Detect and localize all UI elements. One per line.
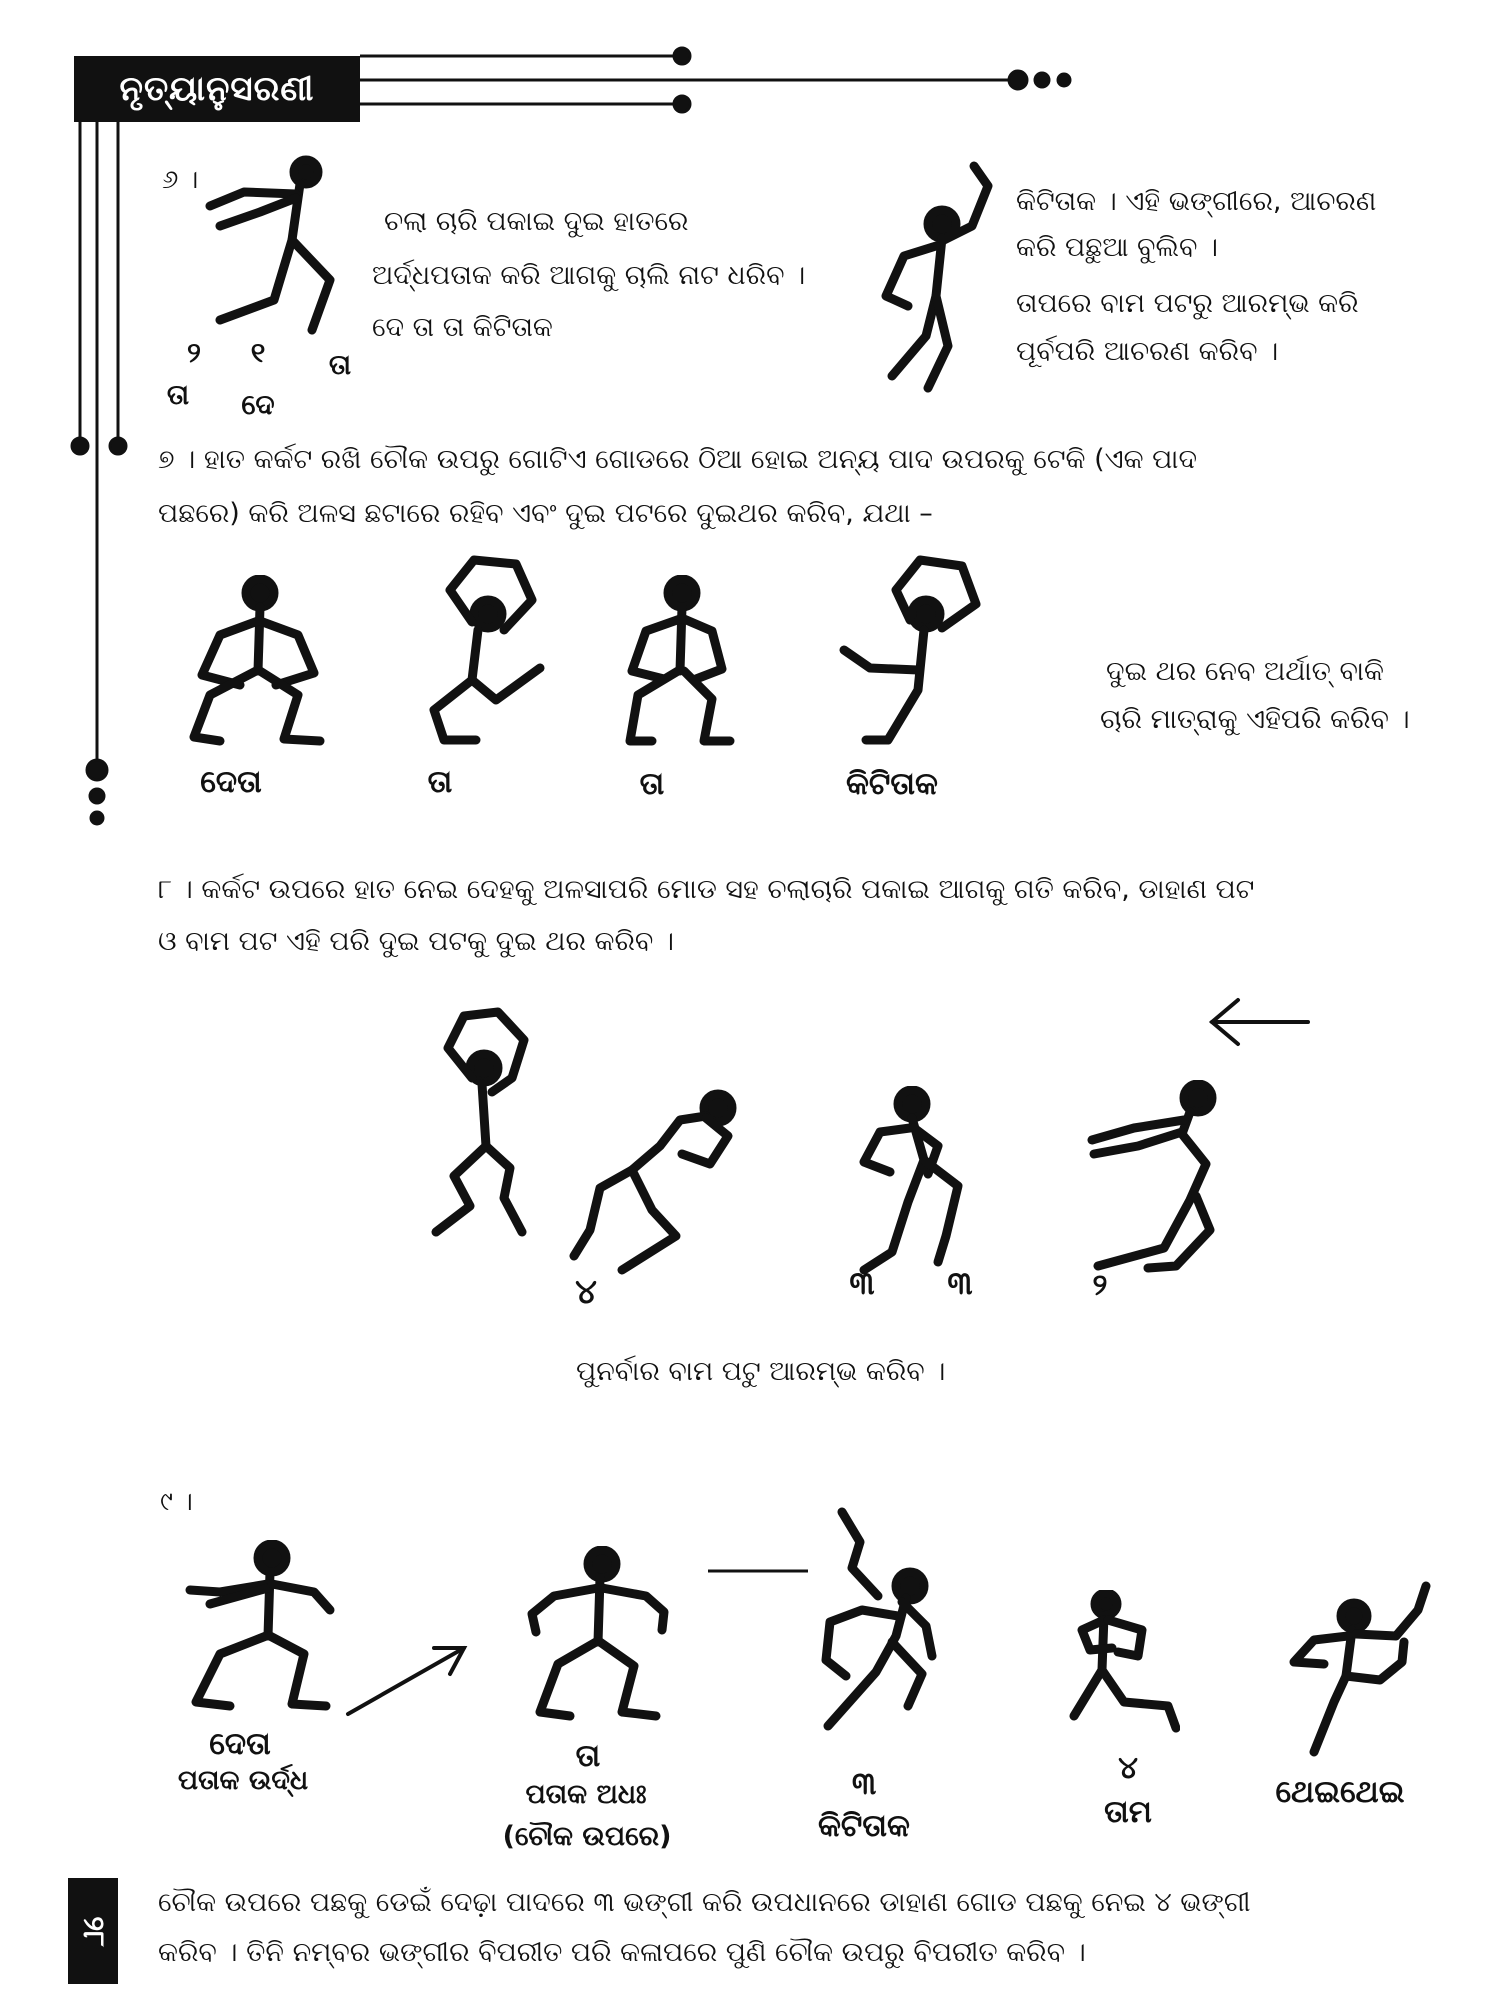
step9-paragraph-line1: ଚୌକ ଉପରେ ପଛକୁ ଡେଇଁ ଦେଢ଼ା ପାଦରେ ୩ ଭଙ୍ଗୀ କରି ଉପଧାନରେ ଡାହାଣ ଗୋଡ ପଛକୁ ନେଇ ୪ ଭଙ୍ଗୀ bbox=[158, 1887, 1251, 1918]
step9-arrow bbox=[340, 1636, 476, 1720]
step9-figure-1 bbox=[180, 1540, 340, 1720]
step6-right-line3: ତାପରେ ବାମ ପଟରୁ ଆରମ୍ଭ କରି bbox=[1016, 288, 1359, 319]
step7-label-3: ତା bbox=[639, 766, 665, 802]
step9-fig2-label: ତା bbox=[575, 1738, 601, 1774]
step9-dash-line bbox=[706, 1566, 810, 1576]
step7-figure-1 bbox=[180, 575, 330, 755]
step6-fig-label-de: ଦେ bbox=[241, 388, 275, 421]
step9-fig5-label: ଥେଇଥେଇ bbox=[1275, 1774, 1405, 1810]
step6-fig-num-2: ୨ bbox=[187, 336, 201, 369]
step8-line2: ଓ ବାମ ପଟ ଏହି ପରି ଦୁଇ ପଟକୁ ଦୁଇ ଥର କରିବ । bbox=[158, 926, 675, 957]
step7-note-line2: ଚାରି ମାତ୍ରାକୁ ଏହିପରି କରିବ । bbox=[1100, 704, 1410, 735]
step6-figure-right bbox=[878, 156, 1008, 396]
step7-figure-3 bbox=[606, 575, 736, 755]
step6-fig-label-ta-right: ତା bbox=[328, 348, 352, 381]
step8-fig-num-2: ୨ bbox=[1092, 1268, 1108, 1303]
step9-number: ୯ । bbox=[160, 1487, 193, 1517]
step8-caption: ପୁନର୍ବାର ବାମ ପଟୁ ଆରମ୍ଭ କରିବ । bbox=[576, 1356, 946, 1387]
step6-figure-left bbox=[200, 150, 360, 360]
step6-right-line1: କିଟିତାକ । ଏହି ଭଙ୍ଗୀରେ, ଆଚରଣ bbox=[1016, 186, 1377, 217]
step7-figure-4 bbox=[830, 550, 990, 750]
step9-fig1-sub: ପତାକ ଉର୍ଦ୍ଧ bbox=[177, 1765, 309, 1796]
step9-fig2-sub2: (ଚୌକ ଉପରେ) bbox=[502, 1821, 672, 1852]
step8-fig-num-3b: ୩ bbox=[947, 1264, 973, 1302]
step9-fig4-num: ୪ bbox=[1118, 1750, 1138, 1786]
step8-fig-num-4: ୪ bbox=[575, 1272, 597, 1312]
step8-figure-4 bbox=[1078, 1080, 1238, 1300]
step6-right-line2: କରି ପଛୁଆ ବୁଲିବ । bbox=[1016, 232, 1219, 263]
step7-label-4: କିଟିତାକ bbox=[846, 766, 938, 802]
step7-note-line1: ଦୁଇ ଥର ନେବ ଅର୍ଥାତ୍ ବାକି bbox=[1106, 656, 1385, 687]
section-title: ନୃତ୍ୟାନୁସରଣୀ bbox=[74, 56, 360, 122]
step7-label-1: ଦେତା bbox=[200, 764, 262, 800]
step9-fig3-label: କିଟିତାକ bbox=[818, 1808, 910, 1844]
step6-fig-num-1: ୧ bbox=[250, 336, 266, 369]
step7-figure-2 bbox=[420, 550, 570, 750]
step9-figure-2 bbox=[518, 1546, 678, 1726]
page-number bbox=[68, 1878, 118, 1984]
step9-fig2-sub1: ପତାକ ଅଧଃ bbox=[525, 1779, 647, 1810]
step9-figure-3 bbox=[806, 1506, 946, 1736]
step9-fig3-num: ୩ bbox=[851, 1766, 877, 1802]
page-number-text: ୨୮ bbox=[75, 1915, 111, 1947]
step8-direction-arrow bbox=[1204, 996, 1314, 1048]
step7-label-2: ତା bbox=[427, 764, 453, 800]
step9-fig4-label: ତାମ bbox=[1104, 1794, 1152, 1830]
step8-figure-1 bbox=[426, 1006, 556, 1246]
step7-line1: ୭ । ହାତ କର୍କଟ ରଖି ଚୌକ ଉପରୁ ଗୋଟିଏ ଗୋଡରେ ଠିଆ ହୋଇ ଅନ୍ୟ ପାଦ ଉପରକୁ ଟେକି (ଏକ ପାଦ bbox=[158, 444, 1198, 475]
step8-line1: ୮ । କର୍କଟ ଉପରେ ହାତ ନେଇ ଦେହକୁ ଅଳସାପରି ମୋଡ ସହ ଚଲାଚାରି ପକାଇ ଆଗକୁ ଗତି କରିବ, ଡାହାଣ ପଟ bbox=[158, 874, 1255, 905]
step6-line1: ଚଲା ଚାରି ପକାଇ ଦୁଇ ହାତରେ bbox=[384, 206, 689, 237]
step8-fig-num-3a: ୩ bbox=[849, 1264, 875, 1302]
step6-rhythm: ଦେ ତା ତା କିଟିତାକ bbox=[372, 312, 553, 343]
step6-number: ୬ । bbox=[162, 165, 199, 195]
step8-figure-2 bbox=[560, 1080, 750, 1300]
step9-figure-4 bbox=[1060, 1590, 1180, 1740]
step7-line2: ପଛରେ) କରି ଅଳସ ଛଟାରେ ରହିବ ଏବଂ ଦୁଇ ପଟରେ ଦୁଇଥର କରିବ, ଯଥା – bbox=[158, 498, 933, 529]
step6-right-line4: ପୂର୍ବପରି ଆଚରଣ କରିବ । bbox=[1016, 336, 1279, 367]
step6-fig-label-ta-left: ତା bbox=[166, 378, 190, 411]
step6-line2: ଅର୍ଦ୍ଧପତାକ କରି ଆଗକୁ ଚାଲି ନାଟ ଧରିବ । bbox=[372, 260, 806, 291]
step9-paragraph-line2: କରିବ । ତିନି ନମ୍ବର ଭଙ୍ଗୀର ବିପରୀତ ପରି କଳାପରେ ପୁଣି ଚୌକ ଉପରୁ ବିପରୀତ କରିବ । bbox=[158, 1937, 1086, 1968]
step9-fig1-label: ଦେତା bbox=[209, 1726, 271, 1762]
step9-figure-5 bbox=[1280, 1580, 1440, 1760]
